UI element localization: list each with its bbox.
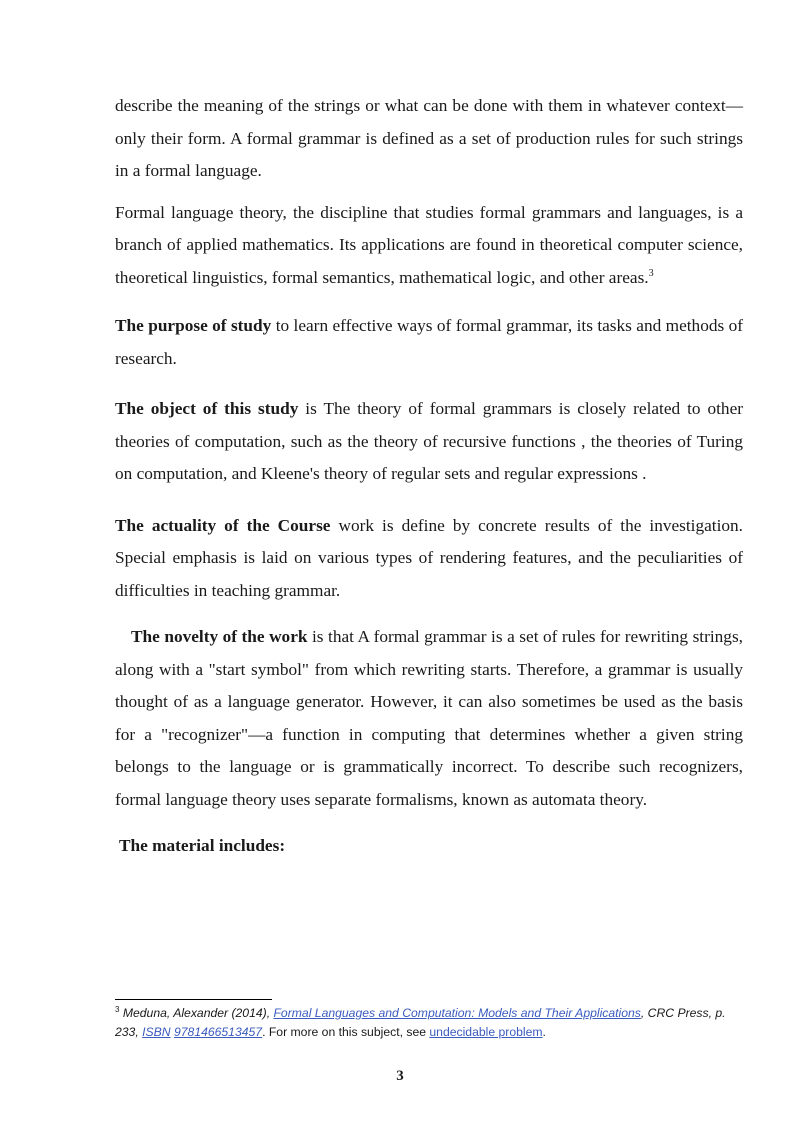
object-paragraph bbox=[115, 393, 743, 491]
footnote bbox=[115, 1004, 745, 1041]
purpose-text: to learn effective ways of formal grammar, its tasks and methods of research. bbox=[115, 316, 743, 368]
footnote-ref: 3 bbox=[648, 267, 654, 279]
page-number: 3 bbox=[396, 1068, 404, 1084]
novelty-heading: The novelty of the work bbox=[131, 627, 308, 646]
novelty-paragraph bbox=[115, 621, 743, 816]
footnote-number: 3 bbox=[115, 1004, 120, 1014]
actuality-heading: The actuality of the Course bbox=[115, 515, 331, 535]
actuality-text: work is define by concrete results of the investigation. Special emphasis is laid on various types of rendering features, and the peculiarities of difficulties in teaching grammar. bbox=[115, 515, 744, 600]
object-text: is The theory of formal grammars is closely related to other theories of computation, such as the theory of recursive functions , the theories of Turing on computation, and Kleene's theory of regular sets and regular expressions . bbox=[115, 399, 743, 483]
footnote-separator bbox=[115, 999, 272, 1000]
purpose-paragraph bbox=[115, 310, 743, 375]
undecidable-problem-link[interactable]: undecidable problem bbox=[429, 1024, 543, 1039]
paragraph bbox=[115, 197, 743, 295]
footnote-publisher: , CRC Press, p. 233, bbox=[115, 1006, 726, 1039]
footnote-author: Meduna, Alexander (2014), bbox=[122, 1006, 274, 1020]
isbn-link[interactable]: ISBN bbox=[142, 1024, 171, 1039]
object-heading: The object of this study bbox=[115, 399, 299, 418]
page-body bbox=[115, 90, 743, 863]
actuality-paragraph bbox=[115, 510, 743, 608]
footnote-end: . bbox=[542, 1024, 546, 1039]
isbn-number-link[interactable]: 9781466513457 bbox=[173, 1024, 263, 1039]
novelty-text: is that A formal grammar is a set of rules for rewriting strings, along with a "start symbol" from which rewriting starts. Therefore, a grammar is usually thought of as a language generator. However, it can also sometimes be used as the basis for a "recognizer"—a function in computing that determines whether a given string belongs to the language or is grammatically incorrect. To describe such recognizers, formal language theory uses separate formalisms, known as automata theory. bbox=[115, 627, 743, 809]
purpose-heading: The purpose of study bbox=[115, 316, 272, 335]
paragraph: describe the meaning of the strings or what can be done with them in whatever context—only their form. A formal grammar is defined as a set of production rules for such strings in a formal language. bbox=[115, 96, 743, 180]
footnote-title-link[interactable]: Formal Languages and Computation: Models and Their Applications bbox=[273, 1006, 641, 1020]
paragraph-text: Formal language theory, the discipline that studies formal grammars and languages, is a branch of applied mathematics. Its applications are found in theoretical computer science, theoretical linguistics, formal semantics, mathematical logic, and other areas. bbox=[115, 202, 743, 287]
footnote-more-text: . For more on this subject, see bbox=[262, 1024, 430, 1039]
material-heading: The material includes: bbox=[119, 836, 286, 855]
material-paragraph bbox=[115, 830, 743, 863]
